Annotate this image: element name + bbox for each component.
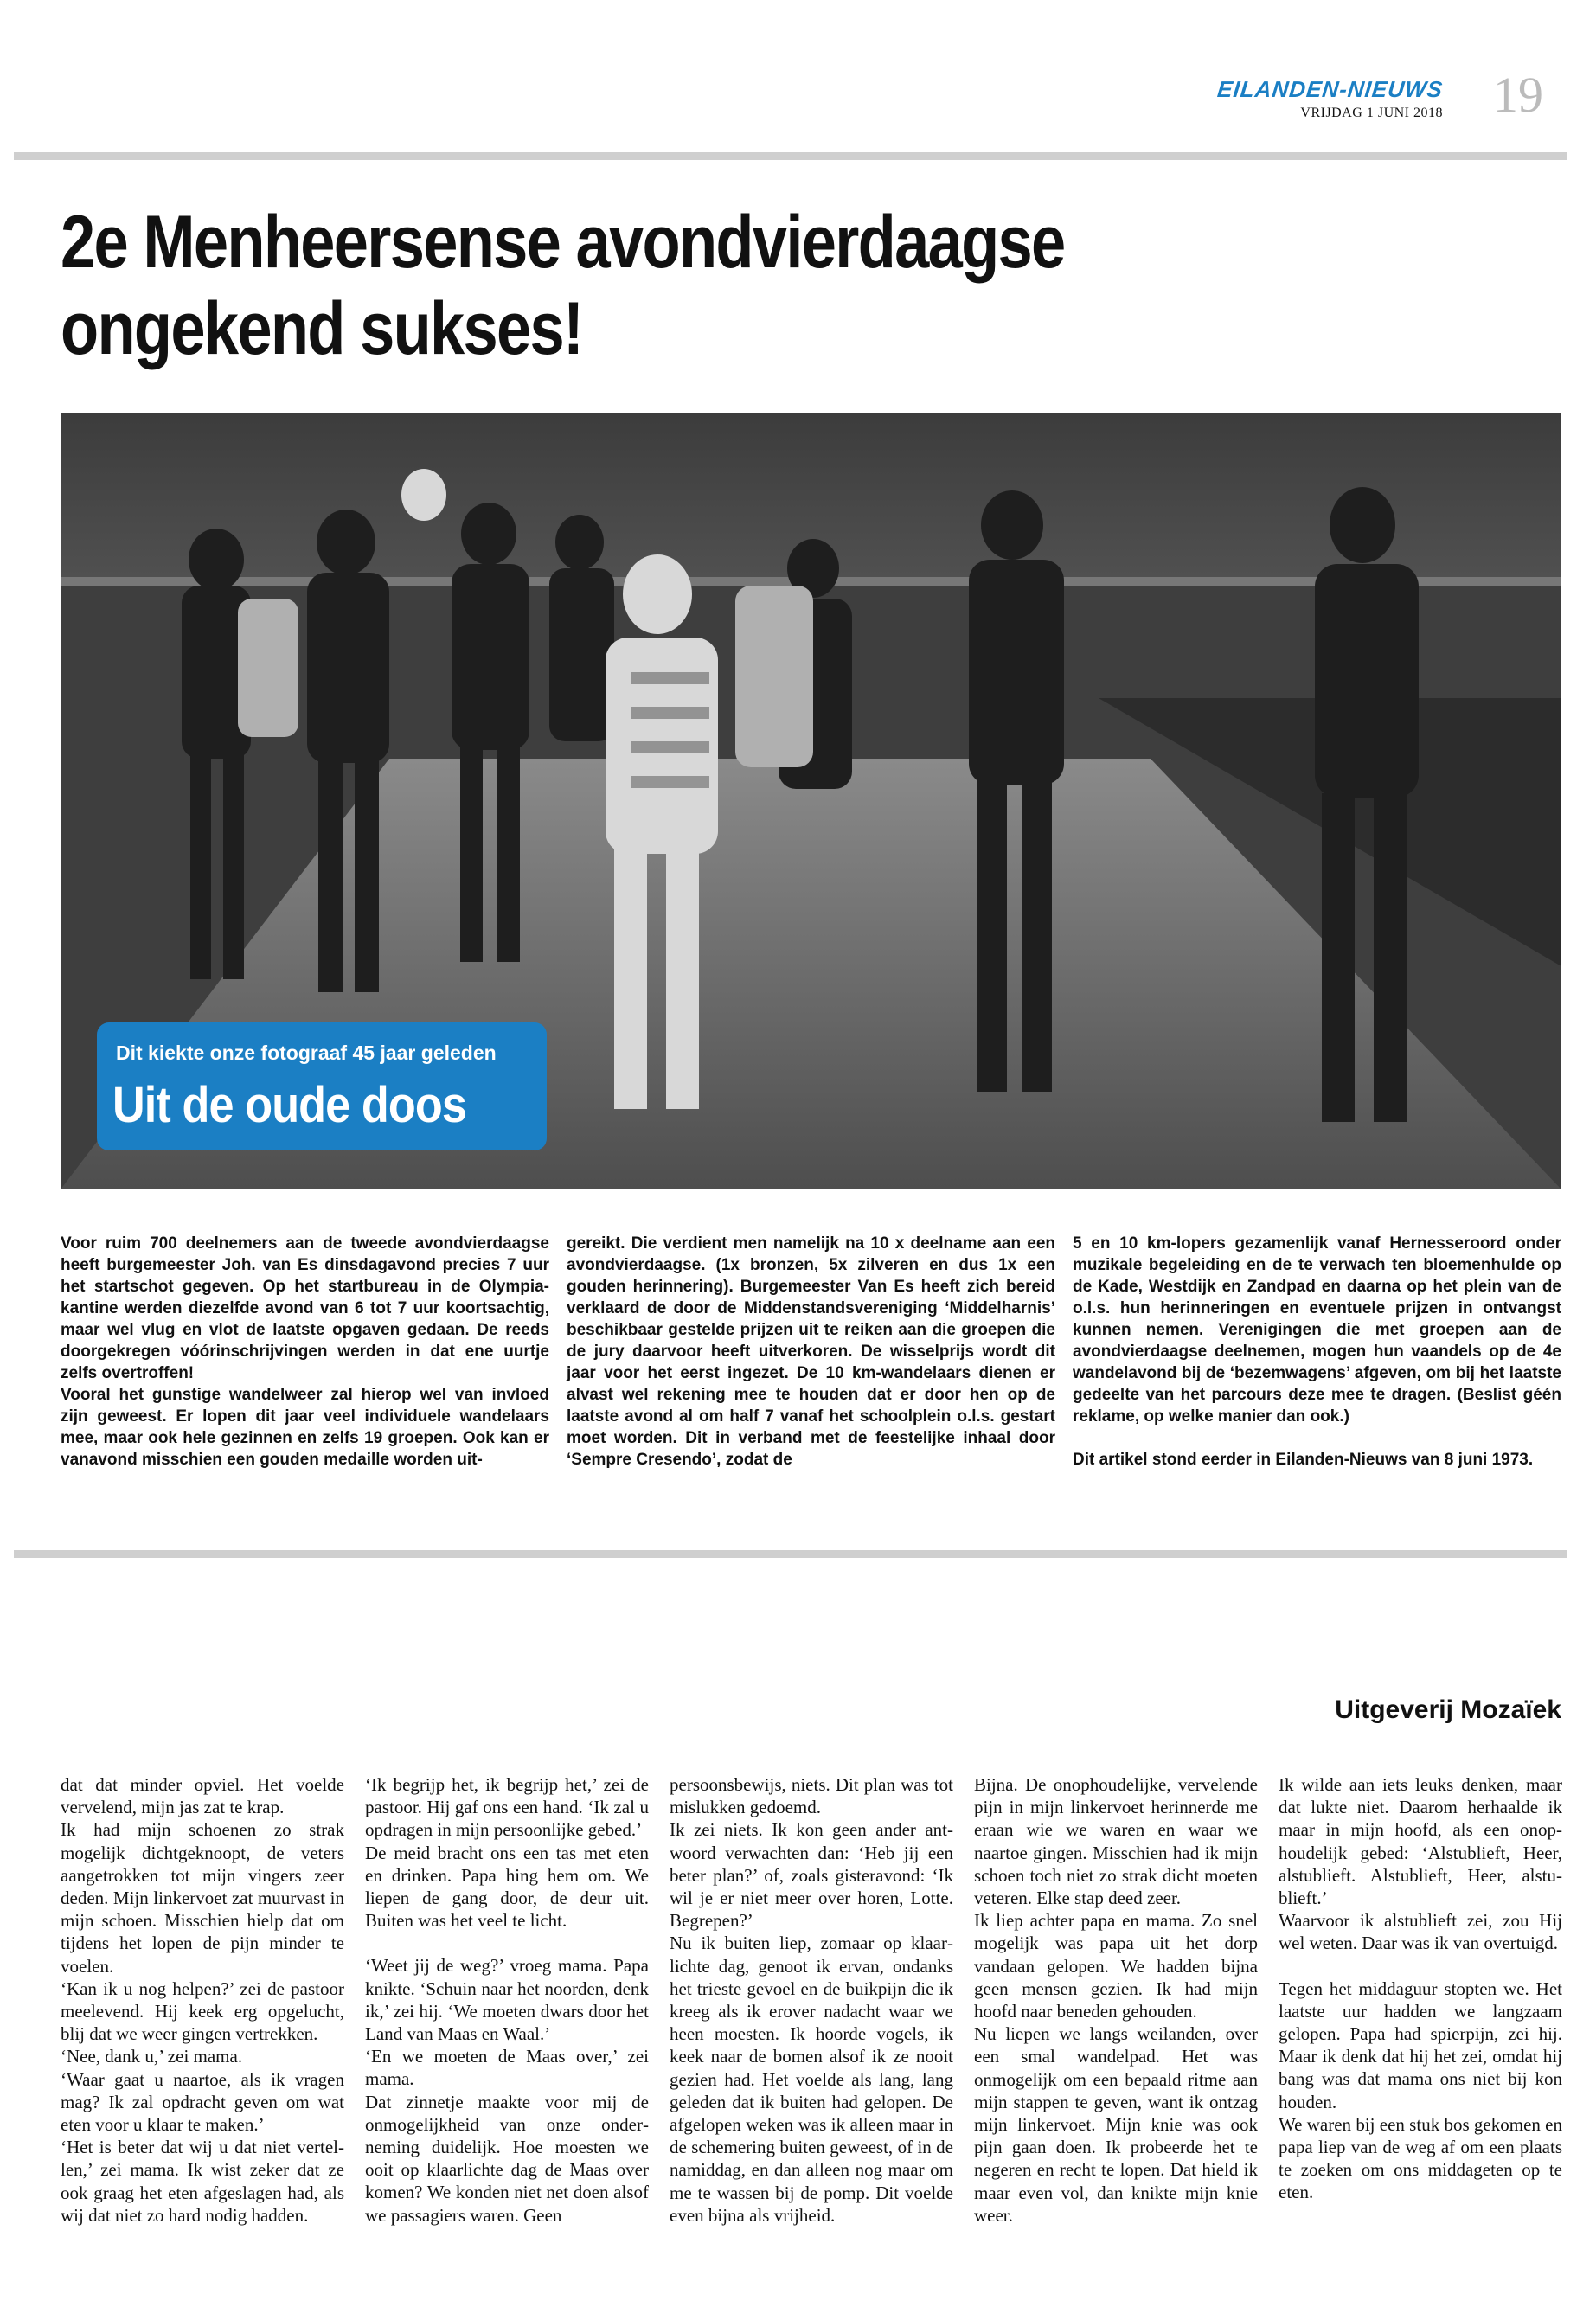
headline xyxy=(61,199,1296,372)
headline-line-2: ongekend sukses! xyxy=(61,287,583,370)
story-paragraph: ‘Weet jij de weg?’ vroeg mama. Papa knikte. ‘Schuin naar het noorden, denk ik,’ zei hij. ‘We moeten dwars door het Land van Maas en Waal.’ xyxy=(365,1955,649,2045)
story-paragraph: Ik had mijn schoenen zo strak mogelijk dichtgeknoopt, de veters aangetrokken tot mijn vingers zeer deden. Mijn linkervoet zat muurvast in mijn schoen. Misschien hielp dat om tijdens het lopen de pijn minder te voelen. xyxy=(61,1819,344,1977)
story-paragraph: Nu liepen we langs weilanden, over een smal wandelpad. Het was onmogelijk om een bepaald ritme aan mijn stappen te geven, want ik ontzag mijn linkervoet. Mijn knie was ook pijn gaan doen. Ik probeerde het te negeren en recht te lopen. Dat hield ik maar even vol, dan knikte mijn knie weer. xyxy=(974,2023,1258,2226)
story-paragraph: dat dat minder opviel. Het voelde vervelend, mijn jas zat te krap. xyxy=(61,1774,344,1818)
issue-date: VRIJDAG 1 JUNI 2018 xyxy=(1300,106,1443,120)
story-column-4 xyxy=(974,1773,1258,2227)
story-paragraph: We waren bij een stuk bos gekomen en papa liep van de weg af om een plaats te zoeken om ons middageten op te eten. xyxy=(1279,2113,1562,2203)
article-source-note: Dit artikel stond eerder in Eilanden-Nieuws van 8 juni 1973. xyxy=(1073,1451,1534,1469)
story-paragraph: Ik wilde aan iets leuks denken, maar dat lukte niet. Daarom herhaalde ik maar in mijn hoofd, als een onophoudelijk gebed: ‘Alstublieft, Heer, alstublieft. Alstublieft, Heer, alstublieft.’ xyxy=(1279,1774,1562,1909)
photo-badge-subtitle: Dit kiekte onze fotograaf 45 jaar geleden xyxy=(116,1042,497,1064)
page-number: 19 xyxy=(1493,67,1543,123)
top-divider xyxy=(14,152,1567,160)
story-paragraph: ‘Ik begrijp het, ik begrijp het,’ zei de pastoor. Hij gaf ons een hand. ‘Ik zal u opdragen in mijn persoonlijke gebed.’ xyxy=(365,1774,649,1841)
story-paragraph: Ik liep achter papa en mama. Zo snel mogelijk was papa uit het dorp vandaan gelopen. We hadden bijna geen mensen gezien. Ik had mijn hoofd naar beneden gehouden. xyxy=(974,1910,1258,2022)
story-paragraph: Nu ik buiten liep, zomaar op klaarlichte dag, genoot ik ervan, ondanks het trieste gevoel en de buikpijn die ik kreeg als ik erover nadacht waar we heen moesten. Ik hoorde vogels, ik keek naar de bomen alsof ik ze nooit gezien had. Het voelde als lang, lang geleden dat ik buiten had gelopen. De afgelopen weken was ik alleen maar in de schemering buiten geweest, of in de namiddag, en dan alleen nog maar om me te wassen bij de pomp. Dit voelde even bijna als vrijheid. xyxy=(670,1932,953,2226)
story-column-2 xyxy=(365,1773,649,2227)
story-paragraph: persoonsbewijs, niets. Dit plan was tot mislukken gedoemd. xyxy=(670,1774,953,1818)
article-paragraph: gereikt. Die verdient men namelijk na 10 x deelname aan een avondvierdaagse. (1x bronzen, 5x zilveren en dus 1x een gouden herinnering). Burgemeester Van Es heeft zich bereid verklaard de door de Middenstandsvereniging ‘Middelharnis’ beschikbaar gestelde prijzen uit te reiken aan die groepen die de jury daarvoor heeft uitverkoren. De wisselprijs wordt dit jaar voor het eerst ingezet. De 10 km-wandelaars dienen er alvast wel rekening mee te houden dat er door hen op de laatste avond al om half 7 vanaf het schoolplein o.l.s. gestart moet worden. Dit in verband met de feestelijke inhaal door ‘Sempre Cresendo’, zodat de xyxy=(567,1234,1055,1469)
photo-badge-title: Uit de oude doos xyxy=(112,1077,466,1133)
newspaper-logo: EILANDEN-NIEUWS xyxy=(1215,76,1445,102)
story-paragraph: Waarvoor ik alstublieft zei, zou Hij wel weten. Daar was ik van overtuigd. xyxy=(1279,1910,1562,1954)
story-column-3 xyxy=(670,1773,953,2227)
section-divider xyxy=(14,1550,1567,1558)
story-paragraph: Bijna. De onophoudelijke, vervelende pijn in mijn linkervoet herinnerde me eraan wie we waren en waar we naartoe gingen. Misschien had ik mijn schoen toch niet zo strak dicht moeten veteren. Elke stap deed zeer. xyxy=(974,1774,1258,1909)
article-column-2 xyxy=(567,1233,1055,1471)
article-paragraph: Voor ruim 700 deelnemers aan de tweede avondvierdaagse heeft burgemeester Joh. van Es dinsdagavond precies 7 uur het startschot gegeven. Op het startbureau in de Olympiakantine werden diezelfde avond van 6 tot 7 uur koortsachtig, maar wel vlug en vlot de laatste opgaven gedaan. De reeds doorgekregen vóórinschrijvingen werden in dat ene uurtje zelfs overtroffen! xyxy=(61,1234,549,1382)
headline-line-1: 2e Menheersense avondvierdaagse xyxy=(61,201,1065,284)
story-paragraph: ‘Kan ik u nog helpen?’ zei de pastoor meelevend. Hij keek erg opgelucht, blij dat we weer gingen vertrekken. xyxy=(61,1977,344,2045)
story-paragraph: Dat zinnetje maakte voor mij de onmogelijkheid van onze onderneming duidelijk. Hoe moesten we ooit op klaarlichte dag de Maas over komen? We konden niet net doen alsof we passagiers waren. Geen xyxy=(365,2091,649,2226)
story-paragraph: Tegen het middaguur stopten we. Het laatste uur hadden we langzaam gelopen. Papa had spierpijn, zei hij. Maar ik denk dat hij het zei, omdat hij bang was dat mama ons niet bij kon houden. xyxy=(1279,1977,1562,2112)
photo-badge xyxy=(97,1022,547,1150)
story-paragraph: Ik zei niets. Ik kon geen ander antwoord verwachten dan: ‘Heb jij een beter plan?’ of, zoals gisteravond: ‘Ik wil je er niet meer over horen, Lotte. Begrepen?’ xyxy=(670,1819,953,1932)
article-paragraph: 5 en 10 km-lopers gezamenlijk vanaf Hernesseroord onder muzikale begeleiding en de te verwach ten bloemenhulde op de Kade, Westdijk en Zandpad en daarna op het plein van de o.l.s. hun herinneringen en eventuele prijzen in ontvangst kunnen nemen. Verenigingen die met groepen aan de avondvierdaagse deelnemen, mogen hun vaandels op de 4e wandelavond bij de ‘bezemwagens’ afgeven, om bij het laatste gedeelte van het parcours deze mee te dragen. (Beslist géén reklame, op welke manier dan ook.) xyxy=(1073,1234,1561,1426)
story-paragraph: ‘Het is beter dat wij u dat niet vertellen,’ zei mama. Ik wist zeker dat ze ook graag het eten afgeslagen had, als wij dat niet zo hard nodig hadden. xyxy=(61,2137,344,2226)
article-paragraph: Vooral het gunstige wandelweer zal hierop wel van invloed zijn geweest. Er lopen dit jaar veel individuele wandelaars mee, maar ook hele gezinnen en zelfs 19 groepen. Ook kan er vanavond misschien een gouden medaille worden uit- xyxy=(61,1386,549,1469)
story-paragraph: De meid bracht ons een tas met eten en drinken. Papa hing hem om. We liepen de gang door, de deur uit. Buiten was het veel te licht. xyxy=(365,1842,649,1932)
story-paragraph: ‘Waar gaat u naartoe, als ik vragen mag? Ik zal opdracht geven om wat eten voor u klaar te maken.’ xyxy=(61,2068,344,2136)
publisher-label: Uitgeverij Mozaïek xyxy=(1335,1695,1561,1724)
article-column-1 xyxy=(61,1233,549,1471)
story-paragraph: ‘En we moeten de Maas over,’ zei mama. xyxy=(365,2046,649,2090)
story-paragraph: ‘Nee, dank u,’ zei mama. xyxy=(61,2046,243,2067)
story-column-1 xyxy=(61,1773,344,2227)
article-column-3 xyxy=(1073,1233,1561,1471)
story-column-5 xyxy=(1279,1773,1562,2204)
